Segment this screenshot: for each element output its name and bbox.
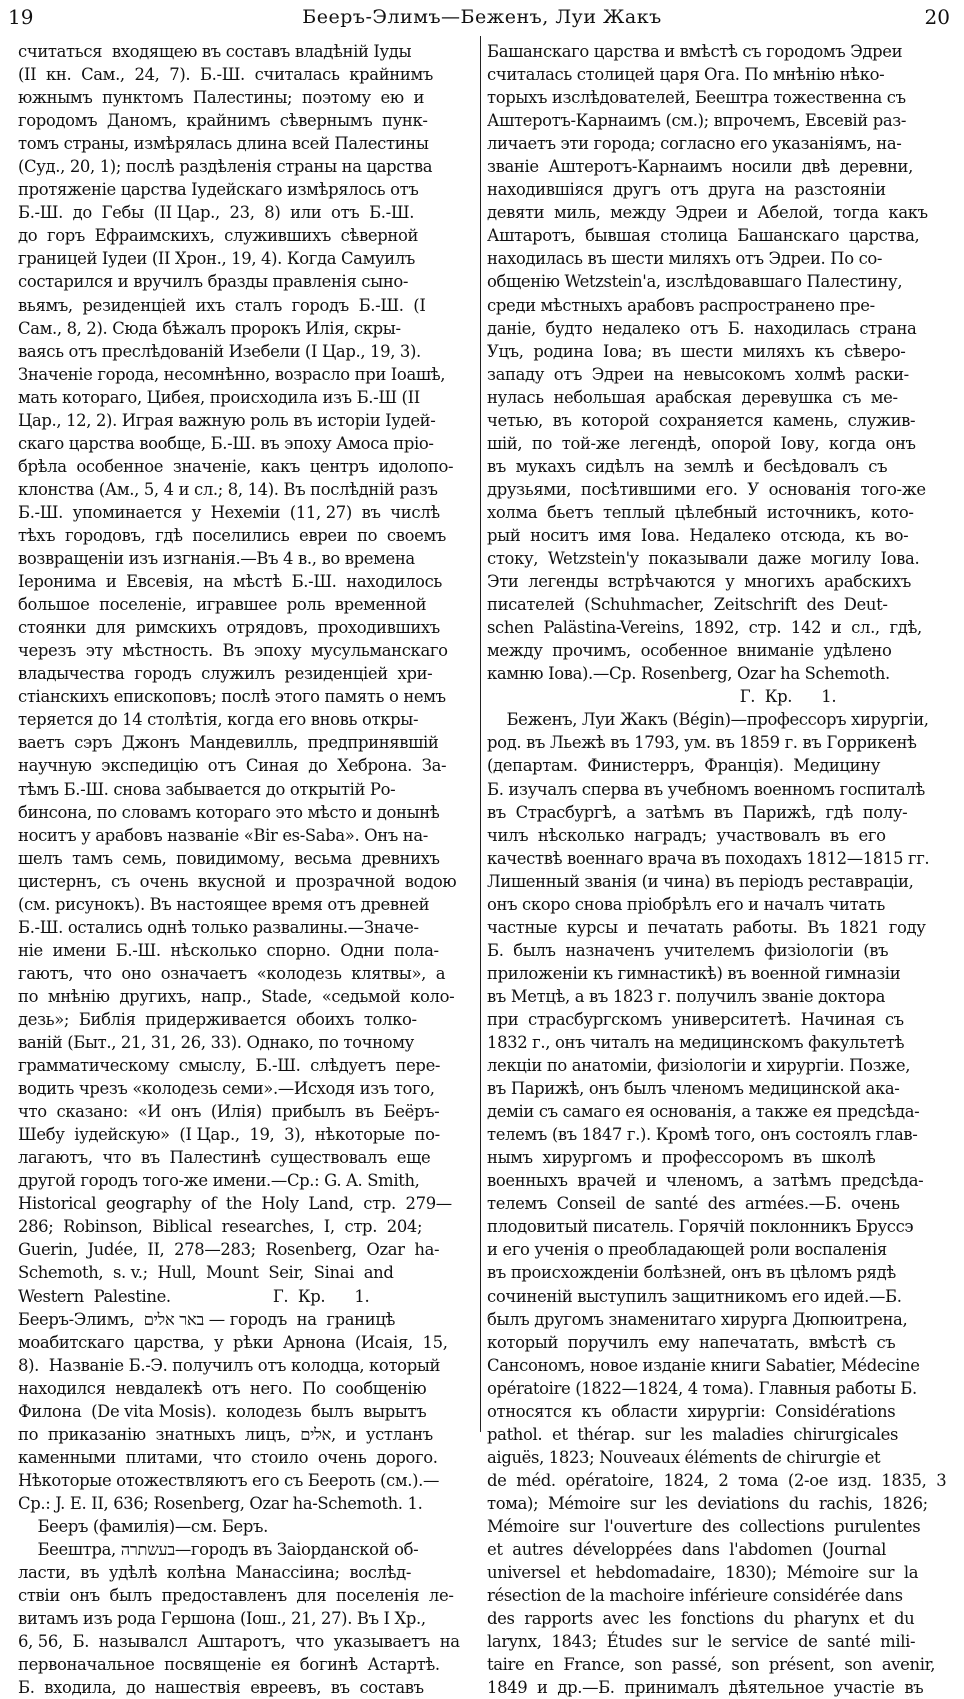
text-line: чилъ нѣсколько наградъ; участвовалъ въ его xyxy=(487,825,886,845)
text-line: бинсона, по словамъ котораго это мѣсто и донынѣ xyxy=(18,802,440,822)
text-line: Schemoth, s. v.; Hull, Mount Seir, Sinai and xyxy=(18,1263,394,1283)
text-line: Бееръ (фамилія)—см. Беръ. xyxy=(18,1517,268,1536)
text-line: деміи съ самаго ея основанія, а также ея предсѣда- xyxy=(487,1102,920,1122)
text-line: род. въ Льежѣ въ 1793, ум. въ 1859 г. въ Горрикенѣ xyxy=(487,733,917,753)
text-line: résection de la machoire inférieure considérée dans xyxy=(487,1586,903,1606)
text-line: Б.-Ш. упоминается у Нехеміи (11, 27) въ числѣ xyxy=(18,502,440,522)
text-line: Беженъ, Луи Жакъ (Bégin)—профессоръ хирургіи, xyxy=(487,710,929,730)
text-line: 1832 г., онъ читалъ на медицинскомъ факультетѣ xyxy=(487,1033,905,1053)
text-line: лекціи по анатоміи, физіологіи и хирургіи. Позже, xyxy=(487,1056,911,1076)
text-line: протяженіе царства Іудейскаго измѣрялось отъ xyxy=(18,180,419,200)
text-line: по приказанію знатныхъ лицъ, אלים, и устланъ xyxy=(18,1424,433,1444)
text-line: друзьями, посѣтившими его. У основанія того-же xyxy=(487,479,926,499)
text-line: Бееръ-Элимъ, באר אלים — городъ на границѣ xyxy=(18,1309,396,1329)
text-line: ваетъ сэръ Джонъ Мандевилль, предпринявшій xyxy=(18,733,439,753)
text-line: (Суд., 20, 1); послѣ раздѣленія страны на царства xyxy=(18,157,433,177)
text-line: гаютъ, что оно означаетъ «колодезь клятвы», а xyxy=(18,963,446,983)
text-line: девяти миль, между Эдреи и Абелой, тогда какъ xyxy=(487,203,928,223)
text-line: общенію Wetzstein'a, изслѣдовавшаго Палестину, xyxy=(487,272,903,292)
text-line: Беештра, בעשתרה—городъ въ Заіорданской об- xyxy=(18,1540,419,1560)
text-line: Б.-Ш. остались однѣ только развалины.—Значе- xyxy=(18,917,419,937)
text-line: который поручилъ ему напечатать, вмѣстѣ съ xyxy=(487,1332,896,1352)
text-line: шелъ тамъ семь, повидимому, весьма древнихъ xyxy=(18,848,440,868)
text-line: даніе, будто недалеко отъ Б. находилась страна xyxy=(487,318,917,338)
text-line: водить чрезъ «колодезь семи».—Исходя изъ того, xyxy=(18,1079,435,1099)
text-line: Historical geography of the Holy Land, стр. 279— xyxy=(18,1194,452,1214)
page-header xyxy=(0,0,964,30)
text-line: (см. рисунокъ). Въ настоящее время отъ древней xyxy=(18,894,430,914)
text-line: относятся къ области хирургіи: Considérations xyxy=(487,1401,896,1421)
running-title: Бееръ-Элимъ—Беженъ, Луи Жакъ xyxy=(302,6,662,28)
page-number-right: 20 xyxy=(924,5,950,29)
text-line: сочиненій выступилъ защитникомъ его идей.—Б. xyxy=(487,1286,902,1306)
text-line: нулась небольшая арабская деревушка съ ме- xyxy=(487,387,898,407)
text-line: по мнѣнію другихъ, напр., Stade, «седьмой коло- xyxy=(18,986,455,1006)
text-line: Іеронима и Евсевія, на мѣстѣ Б.-Ш. находилось xyxy=(18,572,442,592)
text-line: de méd. opératoire, 1824, 2 тома (2-ое изд. 1835, 3 xyxy=(487,1470,947,1490)
text-line: писателей (Schuhmacher, Zeitschrift des Deut- xyxy=(487,595,888,615)
text-line: мать котораго, Цибея, происходила изъ Б.-Ш (II xyxy=(18,387,420,407)
text-line: ваній (Быт., 21, 31, 26, 33). Однако, по точному xyxy=(18,1033,414,1053)
text-line: (департам. Финистерръ, Франція). Медицину xyxy=(487,756,881,776)
text-line: качествѣ военнаго врача въ походахъ 1812—1815 гг. xyxy=(487,848,930,868)
text-line: клонства (Ам., 5, 4 и сл.; 8, 14). Въ послѣдній разъ xyxy=(18,479,438,499)
text-line: холма бьетъ теплый цѣлебный источникъ, кото- xyxy=(487,502,914,522)
text-line: universel et hebdomadaire, 1830); Mémoire sur la xyxy=(487,1563,919,1583)
text-line: камню Іова).—Ср. Rosenberg, Ozar ha Schemoth. xyxy=(487,664,890,684)
text-line: шій, по той-же легендѣ, опорой Іову, когда онъ xyxy=(487,433,916,453)
text-line: Башанскаго царства и вмѣстѣ съ городомъ Эдреи xyxy=(487,42,903,61)
text-line: что сказано: «И онъ (Илія) прибылъ въ Беёръ- xyxy=(18,1102,440,1122)
text-line: (II кн. Сам., 24, 7). Б.-Ш. считалась крайнимъ xyxy=(18,65,433,85)
text-line: Шебу іудейскую» (I Цар., 19, 3), нѣкоторые по- xyxy=(18,1125,440,1145)
text-line: Уцъ, родина Іова; въ шести миляхъ къ сѣверо- xyxy=(487,341,906,361)
text-line: четью, въ которой сохраняется камень, служив- xyxy=(487,410,916,430)
text-line: цистернъ, съ очень вкусной и прозрачной водою xyxy=(18,871,457,891)
text-line: тѣхъ городовъ, гдѣ поселились евреи по своемъ xyxy=(18,525,446,545)
text-line: тома); Mémoire sur les deviations du rachis, 1826; xyxy=(487,1493,928,1513)
text-line: pathol. et thérap. sur les maladies chirurgicales xyxy=(487,1424,899,1444)
text-line: Г. Кр. 1. xyxy=(487,687,837,707)
text-line: витамъ изъ рода Гершона (Іош., 21, 27). Въ I Хр., xyxy=(18,1609,426,1629)
text-line: Б. входила, до нашествія евреевъ, въ составъ xyxy=(18,1678,424,1698)
text-line: schen Palästina-Vereins, 1892, стр. 142 и сл., гдѣ, xyxy=(487,618,922,638)
text-line: Б. былъ назначенъ учителемъ физіологіи (въ xyxy=(487,940,889,960)
text-line: Цар., 12, 2). Играя важную роль въ исторіи Іудей- xyxy=(18,410,436,430)
text-line: Б.-Ш. до Гебы (II Цар., 23, 8) или отъ Б.-Ш. xyxy=(18,203,415,223)
column-divider xyxy=(480,36,481,1432)
text-line: телемъ Conseil de santé des armées.—Б. очень xyxy=(487,1194,900,1214)
text-line: Значеніе города, несомнѣнно, возрасло при Іоашѣ, xyxy=(18,364,446,384)
text-line: Mémoire sur l'ouverture des collections purulentes xyxy=(487,1517,921,1536)
text-line: opératoire (1822—1824, 4 тома). Главныя работы Б. xyxy=(487,1378,917,1398)
text-line: ласти, въ удѣлѣ колѣна Манассіина; вослѣд- xyxy=(18,1563,412,1583)
text-line: въ мукахъ сидѣлъ на землѣ и бесѣдовалъ съ xyxy=(487,456,888,476)
text-line: теряется до 14 столѣтія, когда его вновь откры- xyxy=(18,710,419,730)
text-line: et autres développées dans l'abdomen (Journal xyxy=(487,1540,887,1560)
text-line: ствіи онъ былъ предоставленъ для поселенія ле- xyxy=(18,1586,454,1606)
text-line: приложеніи къ гимнастикѣ) въ военной гимназіи xyxy=(487,963,901,983)
text-line: южнымъ пунктомъ Палестины; поэтому ею и xyxy=(18,88,425,108)
text-line: былъ другомъ знаменитаго хирурга Дюпюитрена, xyxy=(487,1309,908,1329)
text-line: возвращеніи изъ изгнанія.—Въ 4 в., во времена xyxy=(18,549,415,569)
text-line: larynx, 1843; Études sur le service de santé mili- xyxy=(487,1632,916,1652)
text-line: вьямъ, резиденціей ихъ сталъ городъ Б.-Ш. (I xyxy=(18,295,426,315)
text-line: Ср.: J. E. II, 636; Rosenberg, Ozar ha-Schemoth. 1. xyxy=(18,1493,423,1513)
text-line: стоянки для римскихъ отрядовъ, проходившихъ xyxy=(18,618,440,638)
text-line: дезь»; Библія придерживается обоихъ толко- xyxy=(18,1009,417,1029)
text-line: научную экспедицію отъ Синая до Хеброна. За- xyxy=(18,756,447,776)
text-line: городомъ Даномъ, крайнимъ сѣвернымъ пунк- xyxy=(18,111,428,131)
text-line: моабитскаго царства, у рѣки Арнона (Исаія, 15, xyxy=(18,1332,448,1352)
text-line: находился невдалекѣ отъ него. По сообщенію xyxy=(18,1378,427,1398)
text-line: онъ скоро снова пріобрѣлъ его и началъ читать xyxy=(487,894,885,914)
text-line: состарился и вручилъ бразды правленія сыно- xyxy=(18,272,409,292)
text-line: 286; Robinson, Biblical researches, I, стр. 204; xyxy=(18,1217,423,1237)
text-line: военныхъ врачей и членомъ, а затѣмъ предсѣда- xyxy=(487,1171,924,1191)
text-line: торыхъ изслѣдователей, Беештра тожественна съ xyxy=(487,88,906,108)
text-line: Western Palestine. Г. Кр. 1. xyxy=(18,1286,370,1306)
text-line: стоку, Wetzstein'y показывали даже могилу Іова. xyxy=(487,549,920,569)
text-line: большое поселеніе, игравшее роль временной xyxy=(18,595,427,615)
text-line: Филона (De vita Mosis). колодезь былъ вырытъ xyxy=(18,1401,427,1421)
text-line: Guerin, Judée, II, 278—283; Rosenberg, Ozar ha- xyxy=(18,1240,440,1260)
text-line: плодовитый писатель. Горячій поклонникъ Бруссэ xyxy=(487,1217,914,1237)
page-number-left: 19 xyxy=(8,5,34,29)
text-line: стіанскихъ епископовъ; послѣ этого память о немъ xyxy=(18,687,446,707)
text-line: западу отъ Эдреи на невысокомъ холмѣ раски- xyxy=(487,364,909,384)
right-column xyxy=(487,40,947,1698)
text-line: Нѣкоторые отожествляютъ его съ Беероть (см.).— xyxy=(18,1470,440,1490)
text-line: званіе Аштеротъ-Карнаимъ носили двѣ деревни, xyxy=(487,157,913,177)
text-line: Сам., 8, 2). Сюда бѣжалъ пророкъ Илія, скры- xyxy=(18,318,401,338)
text-line: границей Іудеи (II Хрон., 19, 4). Когда Самуилъ xyxy=(18,249,416,269)
text-line: другой городъ того-же имени.—Ср.: G. A. Smith, xyxy=(18,1171,420,1191)
text-line: брѣла особенное значеніе, какъ центръ идолопо- xyxy=(18,456,454,476)
text-line: черезъ эту мѣстность. Въ эпоху мусульманскаго xyxy=(18,641,448,661)
text-line: нымъ хирургомъ и профессоромъ въ школѣ xyxy=(487,1148,876,1168)
text-line: среди мѣстныхъ арабовъ распространено пре- xyxy=(487,295,875,315)
text-line: носитъ у арабовъ названіе «Bir es-Saba». Онъ на- xyxy=(18,825,428,845)
text-line: Аштеротъ-Карнаимъ (см.); впрочемъ, Евсевій раз- xyxy=(487,111,907,131)
text-line: Эти легенды встрѣчаются у многихъ арабскихъ xyxy=(487,572,911,592)
text-line: ніе имени Б.-Ш. нѣсколько спорно. Одни пола- xyxy=(18,940,439,960)
text-line: считаться входящею въ составъ владѣній Іуды xyxy=(18,42,412,61)
text-line: ваясь отъ преслѣдованій Изебели (I Цар., 19, 3). xyxy=(18,341,421,361)
text-line: лагаютъ, что въ Палестинѣ существовалъ еще xyxy=(18,1148,431,1168)
text-line: телемъ (въ 1847 г.). Кромѣ того, онъ состоялъ глав- xyxy=(487,1125,918,1145)
text-line: Лишенный званія (и чина) въ періодъ реставраціи, xyxy=(487,871,914,891)
left-column xyxy=(18,40,477,1698)
text-line: des rapports avec les fonctions du pharynx et du xyxy=(487,1609,915,1629)
text-line: тѣмъ Б.-Ш. снова забывается до открытій Ро- xyxy=(18,779,396,799)
text-line: въ Метцѣ, а въ 1823 г. получилъ званіе доктора xyxy=(487,986,886,1006)
text-line: aiguës, 1823; Nouveaux éléments de chirurgie et xyxy=(487,1447,881,1467)
text-line: грамматическому смыслу, Б.-Ш. слѣдуетъ пере- xyxy=(18,1056,441,1076)
text-line: Сансономъ, новое изданіе книги Sabatier, Médecine xyxy=(487,1355,920,1375)
text-line: находилась въ шести миляхъ отъ Эдреи. По со- xyxy=(487,249,883,269)
text-line: считалась столицей царя Ога. По мнѣнію нѣко- xyxy=(487,65,885,85)
text-line: первоначальное посвященіе ея богинѣ Астартѣ. xyxy=(18,1655,440,1675)
text-line: рый носитъ имя Іова. Недалеко отсюда, къ во- xyxy=(487,525,909,545)
text-line: Б. изучалъ сперва въ учебномъ военномъ госпиталѣ xyxy=(487,779,925,799)
text-line: личаетъ эти города; согласно его указаніямъ, на- xyxy=(487,134,902,154)
text-line: при страсбургскомъ университетѣ. Начиная съ xyxy=(487,1009,904,1029)
text-line: скаго царства вообще, Б.-Ш. въ эпоху Амоса пріо- xyxy=(18,433,434,453)
text-line: 6, 56, Б. называлсл Аштаротъ, что указываетъ на xyxy=(18,1632,460,1652)
text-line: томъ страны, измѣрялась длина всей Палестины xyxy=(18,134,429,154)
text-line: каменными плитами, что стоило очень дорого. xyxy=(18,1447,438,1467)
text-line: 1849 и др.—Б. принималъ дѣятельное участіе въ xyxy=(487,1678,924,1698)
text-line: до горъ Ефраимскихъ, служившихъ сѣверной xyxy=(18,226,419,246)
text-line: 8). Названіе Б.-Э. получилъ отъ колодца, который xyxy=(18,1355,441,1375)
text-line: taire en France, son passé, son présent, son avenir, xyxy=(487,1655,936,1675)
text-line: между прочимъ, особенное вниманіе удѣлено xyxy=(487,641,892,661)
text-line: въ Страсбургѣ, а затѣмъ въ Парижѣ, гдѣ полу- xyxy=(487,802,908,822)
text-line: въ Парижѣ, онъ былъ членомъ медицинской ака- xyxy=(487,1079,900,1099)
text-line: и его ученія о преобладающей роли воспаленія xyxy=(487,1240,887,1260)
text-line: владычества городъ служилъ резиденціей хри- xyxy=(18,664,433,684)
text-line: Аштаротъ, бывшая столица Башанскаго царства, xyxy=(487,226,920,246)
text-line: частные курсы и печатать работы. Въ 1821 году xyxy=(487,917,926,937)
text-line: находившіяся другъ отъ друга на разстояніи xyxy=(487,180,886,200)
text-line: въ происхожденіи болѣзней, онъ въ цѣломъ рядѣ xyxy=(487,1263,896,1283)
